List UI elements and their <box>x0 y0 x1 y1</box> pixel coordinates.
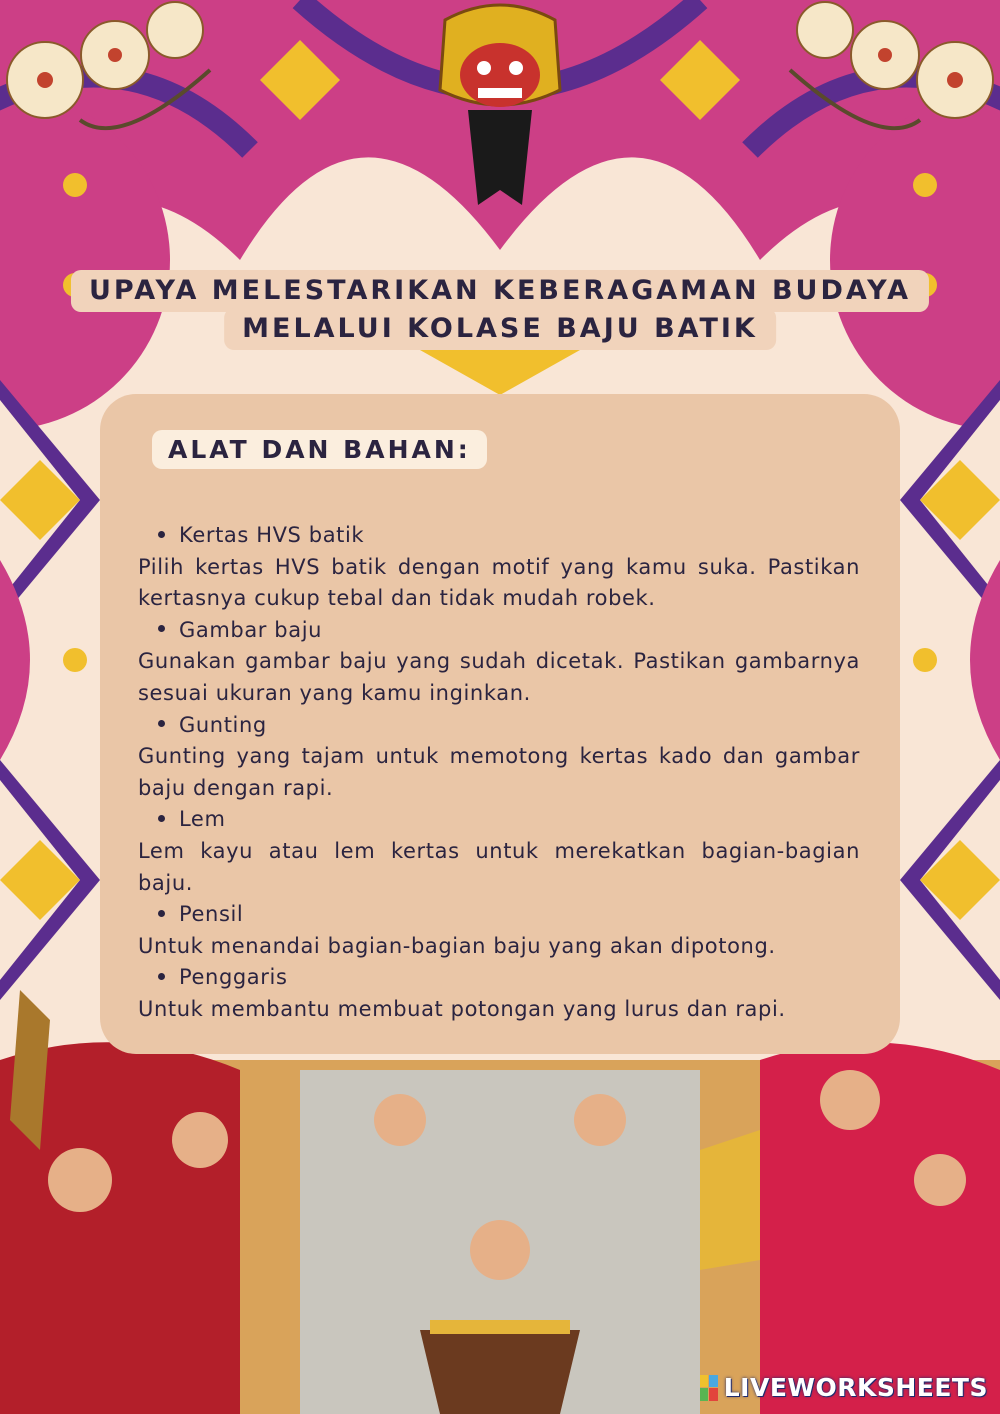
page-title-line-1: UPAYA MELESTARIKAN KEBERAGAMAN BUDAYA <box>71 270 929 312</box>
bullet-icon <box>158 720 165 727</box>
bullet-icon <box>158 625 165 632</box>
list-item-description: Pilih kertas HVS batik dengan motif yang kamu suka. Pastikan kertasnya cukup tebal dan tidak mudah robek. <box>138 554 860 611</box>
list-item-description: Untuk membantu membuat potongan yang lurus dan rapi. <box>138 996 786 1021</box>
list-item-title: Penggaris <box>138 962 860 994</box>
section-heading: ALAT DAN BAHAN: <box>152 430 487 469</box>
bullet-icon <box>158 531 165 538</box>
bullet-icon <box>158 815 165 822</box>
liveworksheets-logo[interactable] <box>700 1373 988 1402</box>
list-item-description: Lem kayu atau lem kertas untuk merekatkan bagian-bagian baju. <box>138 838 860 895</box>
list-item-title: Gambar baju <box>138 615 860 647</box>
list-item-title: Pensil <box>138 899 860 931</box>
brand-name: LIVEWORKSHEETS <box>723 1373 988 1402</box>
bullet-icon <box>158 910 165 917</box>
list-item-description: Gunakan gambar baju yang sudah dicetak. Pastikan gambarnya sesuai ukuran yang kamu inginkan. <box>138 649 860 705</box>
list-item-description: Untuk menandai bagian-bagian baju yang akan dipotong. <box>138 933 776 958</box>
liveworksheets-logo-icon <box>700 1375 718 1401</box>
list-item-title: Kertas HVS batik <box>138 520 860 552</box>
bullet-icon <box>158 973 165 980</box>
list-item-title: Lem <box>138 804 860 836</box>
list-item-title: Gunting <box>138 710 860 742</box>
list-item-description: Gunting yang tajam untuk memotong kertas kado dan gambar baju dengan rapi. <box>138 744 860 800</box>
materials-list <box>138 520 860 1026</box>
materials-card <box>100 394 900 1054</box>
page-title-line-2: MELALUI KOLASE BAJU BATIK <box>224 308 776 350</box>
